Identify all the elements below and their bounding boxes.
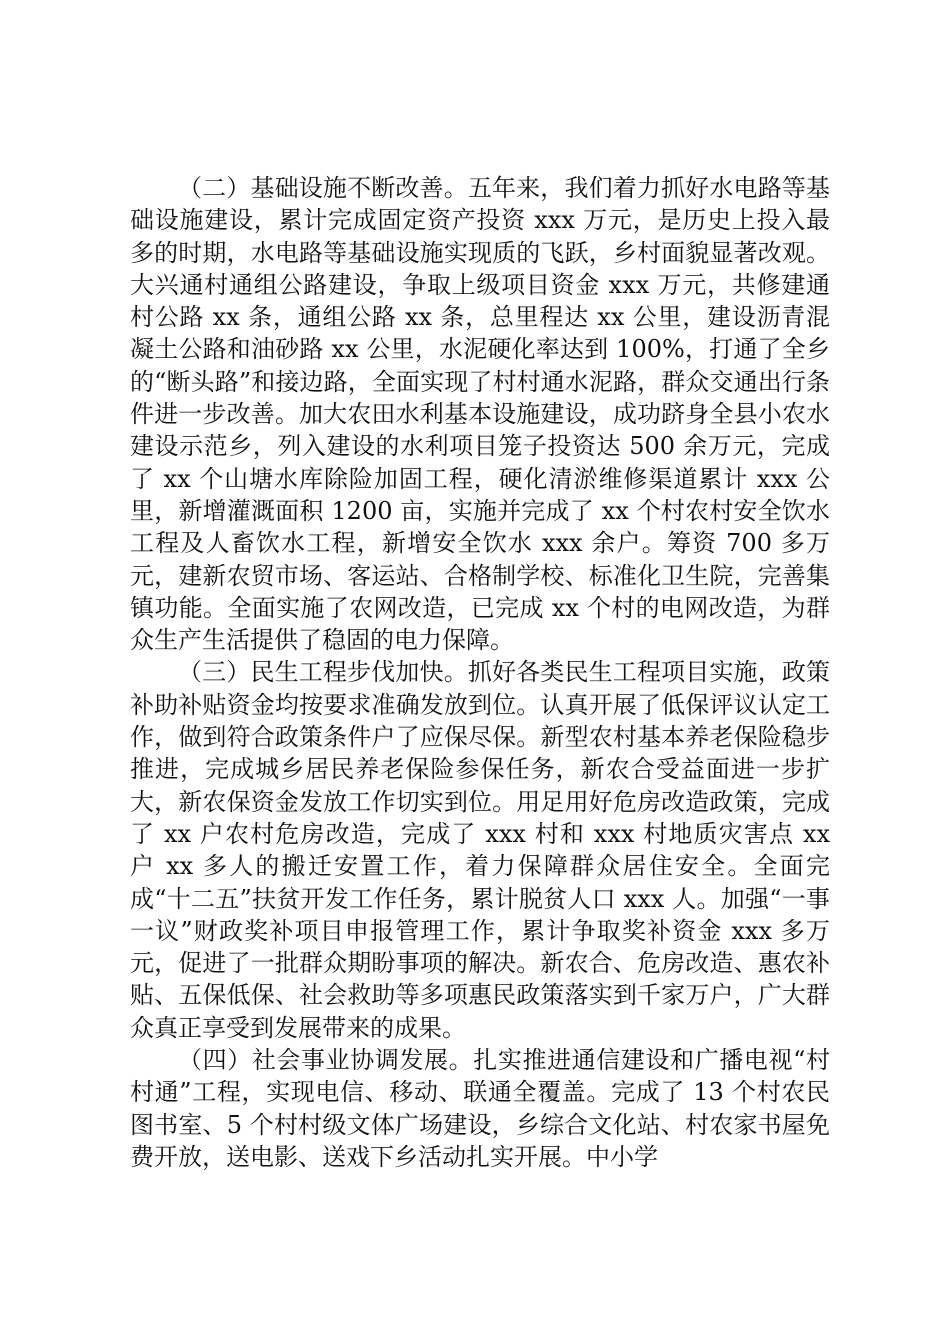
paragraph-social-affairs: （四）社会事业协调发展。扎实推进通信建设和广播电视“村村通”工程，实现电信、移动、联通全覆盖。完成了 13 个村农民图书室、5 个村村级文体广场建设，乡综合文化站、村农家书屋免费开放，送电影、送戏下乡活动扎实开展。中小学 [130, 1046, 830, 1171]
document-body [130, 172, 830, 1173]
paragraph-infrastructure: （二）基础设施不断改善。五年来，我们着力抓好水电路等基础设施建设，累计完成固定资产投资 xxx 万元，是历史上投入最多的时期，水电路等基础设施实现质的飞跃，乡村面貌显著改观。大兴通村通组公路建设，争取上级项目资金 xxx 万元，共修建通村公路 xx 条，通组公路 xx 条，总里程达 xx 公里，建设沥青混凝土公路和油砂路 xx 公里，水泥硬化率达到 100%，打通了全乡的“断头路”和接边路，全面实现了村村通水泥路，群众交通出行条件进一步改善。加大农田水利基本设施建设，成功跻身全县小农水建设示范乡，列入建设的水利项目笼子投资达 500 余万元，完成了 xx 个山塘水库除险加固工程，硬化清淤维修渠道累计 xxx 公里，新增灌溉面积 1200 亩，实施并完成了 xx 个村农村安全饮水工程及人畜饮水工程，新增安全饮水 xxx 余户。筹资 700 多万元，建新农贸市场、客运站、合格制学校、标准化卫生院，完善集镇功能。全面实施了农网改造，已完成 xx 个村的电网改造，为群众生产生活提供了稳固的电力保障。 [130, 174, 830, 655]
paragraph-livelihood: （三）民生工程步伐加快。抓好各类民生工程项目实施，政策补助补贴资金均按要求准确发放到位。认真开展了低保评议认定工作，做到符合政策条件户了应保尽保。新型农村基本养老保险稳步推进，完成城乡居民养老保险参保任务，新农合受益面进一步扩大，新农保资金发放工作切实到位。用足用好危房改造政策，完成了 xx 户农村危房改造，完成了 xxx 村和 xxx 村地质灾害点 xx 户 xx 多人的搬迁安置工作，着力保障群众居住安全。全面完成“十二五”扶贫开发工作任务，累计脱贫人口 xxx 人。加强“一事一议”财政奖补项目申报管理工作，累计争取奖补资金 xxx 多万元，促进了一批群众期盼事项的解决。新农合、危房改造、惠农补贴、五保低保、社会救助等多项惠民政策落实到千家万户，广大群众真正享受到发展带来的成果。 [130, 658, 830, 1042]
